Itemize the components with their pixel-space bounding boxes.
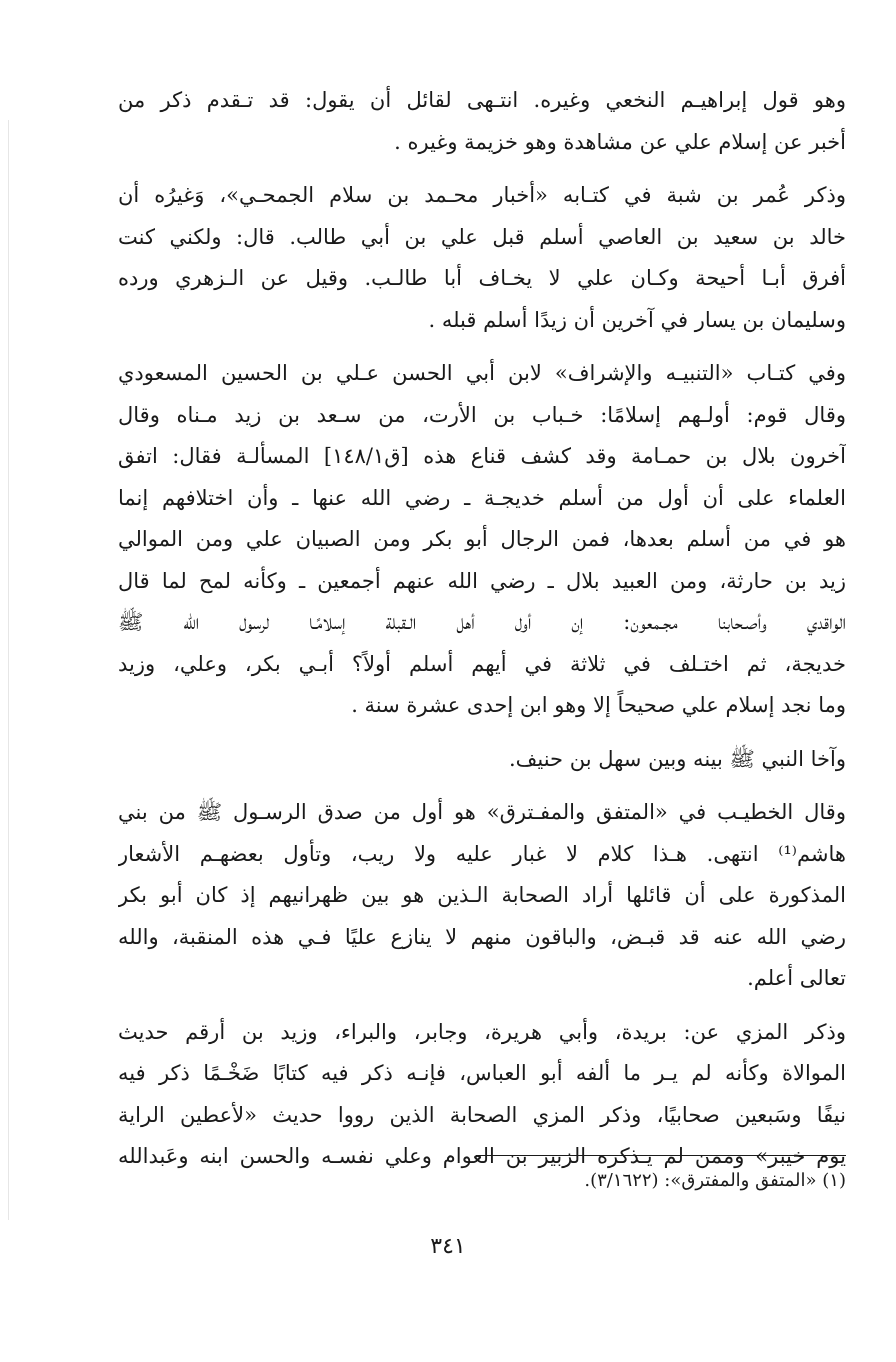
paragraph-6	[118, 1012, 846, 1178]
text-line: وهو قول إبراهيـم النخعي وغيره. انتـهى لقائل أن يقول: قد تـقدم ذكر من	[118, 88, 846, 112]
main-text	[118, 80, 846, 1190]
text-line: رضي الله عنه قد قبـض، والباقون منهم لا ينازع عليًا فـي هذه المنقبة، والله	[118, 924, 846, 949]
text-line: هو في من أسلم بعدها، فمن الرجال أبو بكر ومن الصبيان علي ومن الموالي	[118, 527, 846, 551]
page-fold-line	[8, 120, 9, 1220]
text-line: وذكر المزي عن: بريدة، وأبي هريرة، وجابر، والبراء، وزيد بن أرقم حديث	[118, 1019, 846, 1044]
footnote-separator	[476, 1155, 846, 1156]
text-line: الواقدي وأصـحابنا مجـمعون: إن أول أهل الـقبلة إسلامًـا لرسول الله ﷺ	[118, 610, 846, 634]
text-line: خالد بن سعيد بن العاصي أسلم قبل علي بن أبي طالب. قال: ولكني كنت	[118, 224, 846, 249]
paragraph-4	[118, 739, 846, 781]
text-line: آخرون بلال بن حمـامة وقد كشف قناع هذه [ق١٤٨/١] المسألـة فقال: اتفق	[118, 444, 846, 468]
text-line: وسليمان بن يسار في آخرين أن زيدًا أسلم قبله .	[428, 307, 846, 332]
paragraph-5	[118, 792, 846, 1000]
text-line: الموالاة وكأنه لم يـر ما ألفه أبو العباس، فإنـه ذكر فيه كتابًا ضَخْـمًا ذكر فيه	[118, 1061, 846, 1085]
text-line: أخبر عن إسلام علي عن مشاهدة وهو خزيمة وغيره .	[394, 129, 846, 154]
text-line: وقال قوم: أولـهم إسلامًا: خـباب بن الأرت، من سـعد بن زيد مـناه وقال	[118, 402, 846, 427]
text-line: تعالى أعلم.	[747, 966, 846, 990]
text-line: أفرق أبـا أحيحة وكـان علي لا يخـاف أبا طالـب. وقيل عن الـزهري ورده	[118, 266, 846, 290]
text-line: وما نجد إسلام علي صحيحاً إلا وهو ابن إحدى عشرة سنة .	[351, 693, 846, 717]
text-line: خديجة، ثم اختـلف في ثلاثة في أيهم أسلم أولاً؟ أبـي بكر، وعلي، وزيد	[118, 651, 846, 676]
text-line: وفي كتـاب «التنبيـه والإشراف» لابن أبي الحسن عـلي بن الحسين المسعودي	[118, 361, 846, 385]
paragraph-3	[118, 353, 846, 727]
page-number: ٣٤١	[430, 1234, 466, 1259]
text-line: وآخا النبي ﷺ بينه وبين سهل بن حنيف.	[508, 746, 846, 771]
text-line: يوم خيبر» وممن لم يـذكره الزبير بن العوام وعلي نفسـه والحسن ابنه وعَبدالله	[118, 1144, 846, 1168]
text-line: وذكر عُمر بن شبة في كتـابه «أخبار محـمد بن سلام الجمحـي»، وَغيرُه أن	[118, 183, 846, 207]
paragraph-2	[118, 175, 846, 341]
text-line: هاشم⁽¹⁾ انتهى. هـذا كلام لا غبار عليه ولا ريب، وتأول بعضهـم الأشعار	[118, 841, 846, 866]
text-line: وقال الخطيـب في «المتفق والمفـترق» هو أول من صدق الرسـول ﷺ من بني	[118, 800, 846, 824]
paragraph-1	[118, 80, 846, 163]
text-line: زيد بن حارثة، ومن العبيد بلال ـ رضي الله عنهم أجمعين ـ وكأنه لمح لما قال	[118, 568, 846, 593]
text-line: المذكورة على أن قائلها أراد الصحابة الـذين هو بين ظهرانيهم إذ كان أبو بكر	[118, 883, 846, 907]
footnote: (١) «المتفق والمفترق»: (٣/١٦٢٢).	[584, 1170, 846, 1191]
text-line: العلماء على أن أول من أسلم خديجـة ـ رضي الله عنها ـ وأن اختلافهم إنما	[118, 485, 846, 510]
text-line: نيفًا وسَبعين صحابيًا، وذكر المزي الصحابة الذين رووا حديث «لأعطين الراية	[118, 1102, 846, 1127]
